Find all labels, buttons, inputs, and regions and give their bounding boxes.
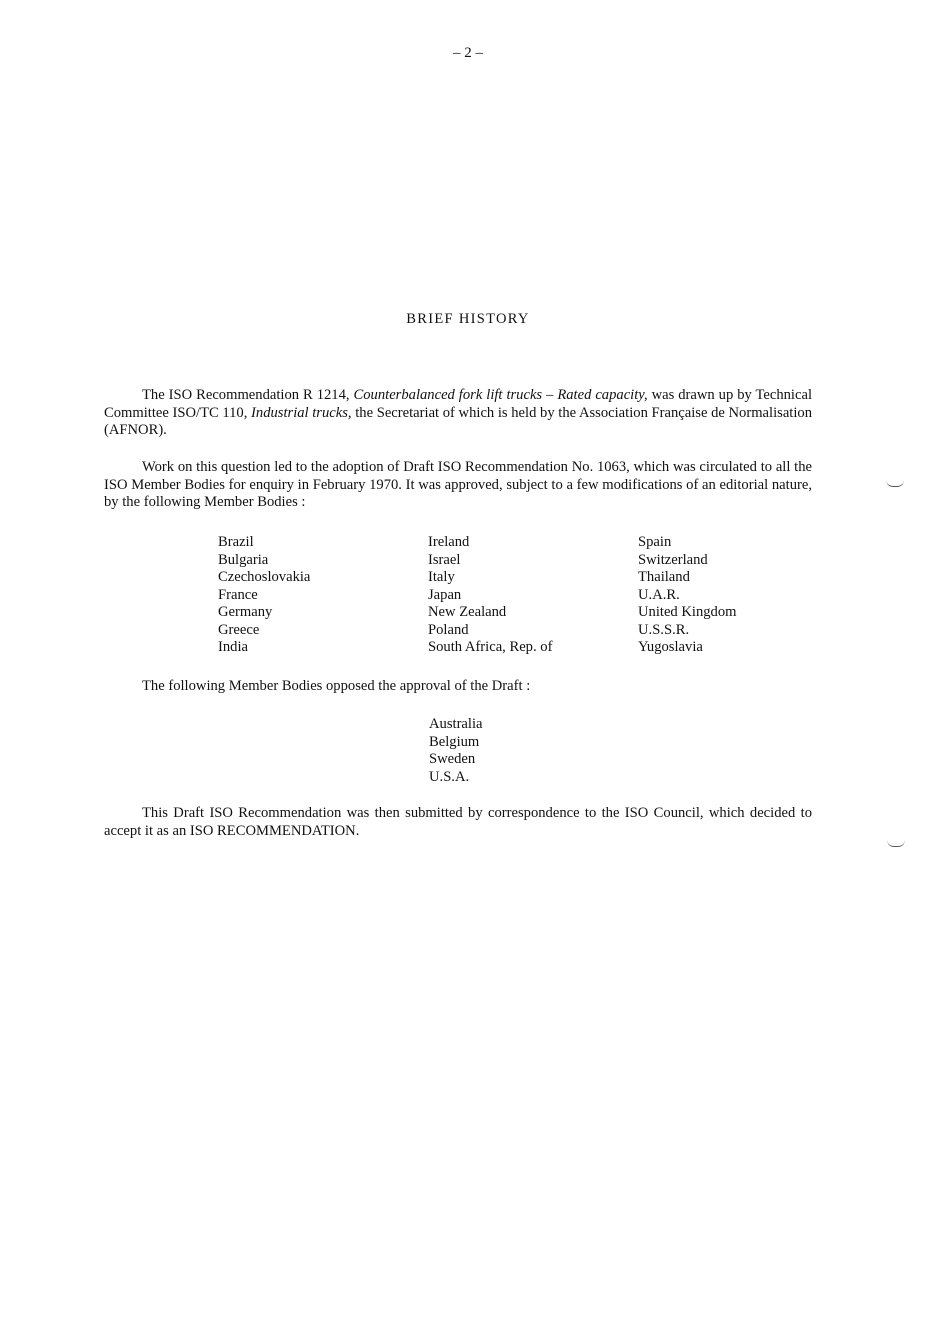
- member-item: Belgium: [429, 733, 480, 750]
- member-item: U.S.A.: [429, 768, 470, 785]
- member-item: United Kingdom: [638, 604, 737, 620]
- committee-title: Industrial trucks,: [251, 404, 352, 421]
- member-item: South Africa, Rep. of: [428, 639, 553, 655]
- opposing-members-list: [429, 716, 483, 786]
- member-item: Germany: [218, 604, 273, 620]
- member-item: Italy: [428, 569, 455, 585]
- intro-text-1: The ISO Recommendation R 1214,: [142, 387, 354, 403]
- paragraph-opposition: The following Member Bodies opposed the approval of the Draft :: [142, 678, 531, 694]
- paragraph-approval: Work on this question led to the adoption of Draft ISO Recommendation No. 1063, which was circulated to all the ISO Member Bodies for enquiry in February 1970. It was approved, subject to a few modifications of an editorial nature, by the following Member Bodies :: [104, 459, 812, 510]
- scan-mark: [886, 480, 904, 487]
- member-item: Sweden: [429, 751, 476, 767]
- member-item: Ireland: [428, 534, 470, 550]
- paragraph-conclusion: This Draft ISO Recommendation was then submitted by correspondence to the ISO Council, which decided to accept it as an ISO RECOMMENDATION.: [104, 805, 812, 839]
- intro-text-2: was drawn up by Technical Committee ISO/TC 110,: [104, 387, 812, 421]
- member-item: U.A.R.: [638, 586, 680, 603]
- approving-column-2: [428, 534, 638, 657]
- page-number: – 2 –: [453, 45, 483, 61]
- section-title: BRIEF HISTORY: [406, 311, 530, 327]
- member-item: Czechoslovakia: [218, 569, 311, 585]
- member-item: Japan: [428, 586, 462, 603]
- member-item: Australia: [429, 716, 483, 732]
- member-item: Switzerland: [638, 551, 708, 568]
- paragraph-intro: [104, 387, 812, 440]
- scan-mark: [887, 840, 905, 847]
- approving-column-1: [218, 534, 428, 657]
- member-item: Poland: [428, 621, 469, 638]
- approving-column-3: [638, 534, 798, 657]
- member-item: Israel: [428, 551, 461, 568]
- member-item: Brazil: [218, 534, 254, 550]
- approving-members-list: [218, 534, 798, 657]
- member-item: New Zealand: [428, 604, 507, 620]
- member-item: Spain: [638, 534, 672, 550]
- recommendation-title: Counterbalanced fork lift trucks – Rated capacity,: [353, 387, 648, 403]
- member-item: Thailand: [638, 569, 690, 585]
- member-item: Greece: [218, 621, 260, 638]
- member-item: France: [218, 586, 258, 603]
- intro-text-3: the Secretariat of which is held by the Association Française de Normalisation (AFNOR).: [104, 404, 813, 438]
- member-item: U.S.S.R.: [638, 621, 690, 638]
- member-item: Yugoslavia: [638, 639, 703, 655]
- member-item: Bulgaria: [218, 551, 269, 568]
- member-item: India: [218, 639, 248, 655]
